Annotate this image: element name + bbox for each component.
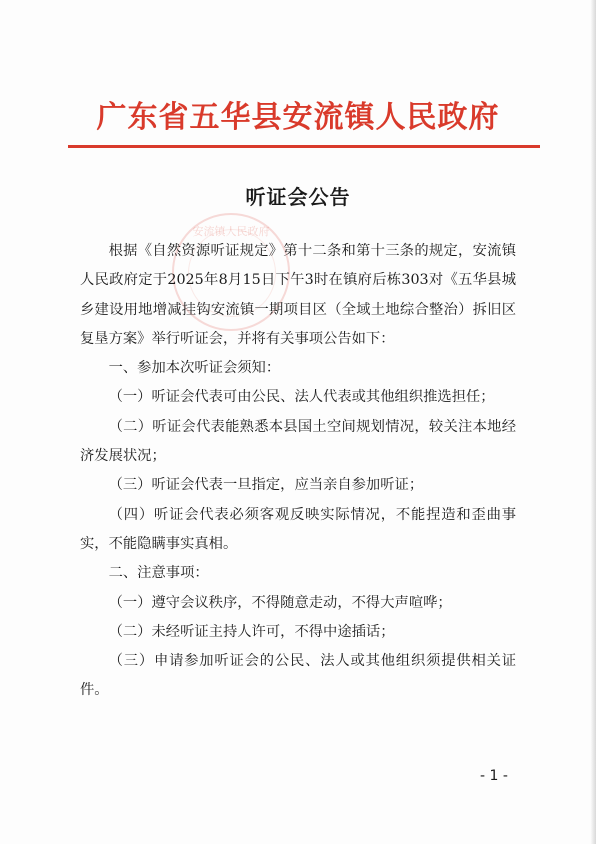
attention-item-2: （二）未经听证主持人许可，不得中途插话； (108, 623, 395, 640)
notice-item-1: （一）听证会代表可由公民、法人代表或其他组织推选担任； (108, 389, 495, 406)
issuing-authority-title: 广东省五华县安流镇人民政府 (96, 100, 500, 135)
header-red-rule (68, 145, 540, 148)
attention-item-3: （三）申请参加听证会的公民、法人或其他组织须提供相关证件。 (80, 653, 516, 699)
notice-item-4: （四）听证会代表必须客观反映实际情况，不能捏造和歪曲事实，不能隐瞒事实真相。 (80, 506, 516, 552)
notice-item-2: （二）听证会代表能熟悉本县国土空间规划情况，较关注本地经济发展状况； (80, 418, 516, 465)
attention-item-1: （一）遵守会议秩序，不得随意走动，不得大声喧哗； (108, 594, 452, 611)
page-number: - 1 - (480, 768, 508, 784)
section-heading-notice: 一、参加本次听证会须知： (108, 360, 281, 377)
section-heading-attention: 二、注意事项： (108, 565, 209, 582)
document-title: 听证会公告 (245, 185, 351, 209)
intro-paragraph: 根据《自然资源听证规定》第十二条和第十三条的规定，安流镇人民政府定于2025年8月15日下午3时在镇府后栋303对《五华县城乡建设用地增减挂钩安流镇一期项目区（全域土地综合整治）拆旧区复垦方案》举行听证会，并将有关事项公告如下： (80, 243, 516, 347)
seal-text: 安流镇人民政府 (192, 225, 270, 238)
document-body (80, 237, 516, 706)
notice-item-3: （三）听证会代表一旦指定，应当亲自参加听证； (108, 477, 424, 494)
